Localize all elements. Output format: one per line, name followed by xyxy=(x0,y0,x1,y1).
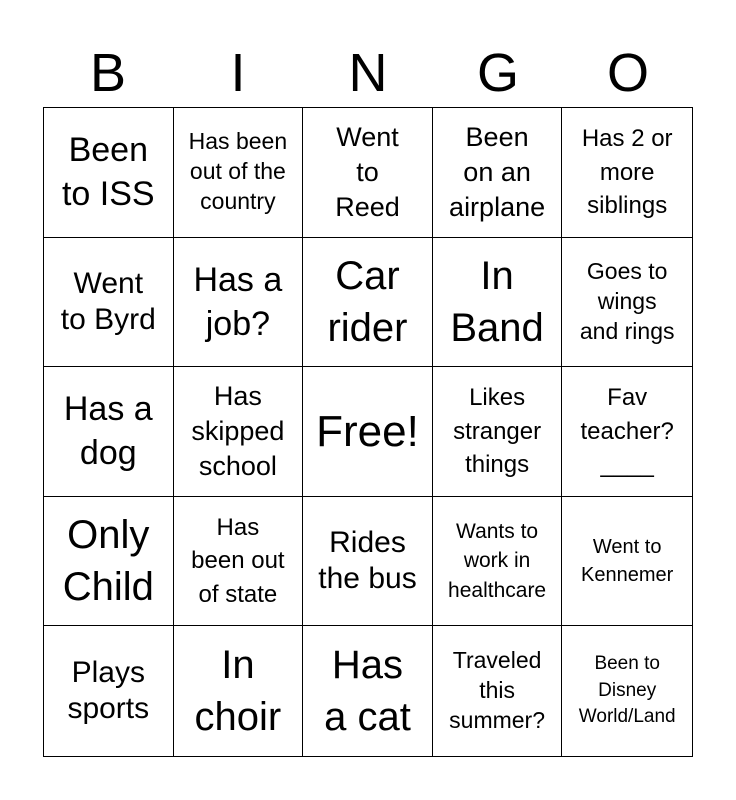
bingo-cell-r5-c4[interactable] xyxy=(433,626,563,756)
bingo-cell-r5-c3[interactable] xyxy=(303,626,433,756)
header-letter-o: O xyxy=(606,43,649,103)
cell-label: Car rider xyxy=(327,253,408,350)
cell-label: Traveled this summer? xyxy=(449,647,546,734)
bingo-cell-r4-c2[interactable] xyxy=(174,497,304,627)
cell-label: Has 2 or more siblings xyxy=(581,124,673,220)
cell-label: Only Child xyxy=(62,513,154,610)
bingo-cell-r2-c2[interactable] xyxy=(174,238,304,368)
header-letter-b: B xyxy=(89,43,127,103)
cell-label: Likes stranger things xyxy=(453,384,542,479)
bingo-cell-r3-c4[interactable] xyxy=(433,367,563,497)
bingo-board xyxy=(43,107,693,757)
free-space-label: Free! xyxy=(316,406,419,456)
bingo-cell-r1-c4[interactable] xyxy=(433,108,563,238)
bingo-cell-r5-c5[interactable] xyxy=(562,626,692,756)
cell-label: In choir xyxy=(194,643,282,740)
cell-label: Went to Kennemer xyxy=(581,536,674,587)
cell-label: Wants to work in healthcare xyxy=(448,520,547,602)
cell-label: Been on an airplane xyxy=(449,121,546,222)
cell-label: Fav teacher? ____ xyxy=(580,384,674,479)
header-letter-g: G xyxy=(476,43,519,103)
bingo-cell-r1-c3[interactable] xyxy=(303,108,433,238)
cell-label: Been to Disney World/Land xyxy=(578,653,676,728)
cell-label: Has a cat xyxy=(324,643,411,740)
cell-label: Went to Reed xyxy=(335,121,400,222)
cell-label: In Band xyxy=(450,253,544,350)
bingo-cell-r2-c5[interactable] xyxy=(562,238,692,368)
bingo-cell-r1-c5[interactable] xyxy=(562,108,692,238)
bingo-cell-r4-c3[interactable] xyxy=(303,497,433,627)
bingo-cell-r3-c5[interactable] xyxy=(562,367,692,497)
bingo-cell-r1-c2[interactable] xyxy=(174,108,304,238)
bingo-header xyxy=(43,40,693,106)
cell-label: Been to ISS xyxy=(61,131,155,214)
cell-label: Rides the bus xyxy=(318,526,417,596)
bingo-cell-r5-c1[interactable] xyxy=(44,626,174,756)
bingo-cell-r2-c1[interactable] xyxy=(44,238,174,368)
header-letter-i: I xyxy=(230,43,246,103)
bingo-cell-r2-c3[interactable] xyxy=(303,238,433,368)
cell-label: Went to Byrd xyxy=(60,266,156,336)
header-letter-n: N xyxy=(348,43,388,103)
cell-label: Has a dog xyxy=(63,390,153,473)
cell-label: Has skipped school xyxy=(191,380,285,482)
bingo-cell-r3-c3 free-space[interactable] xyxy=(303,367,433,497)
cell-label: Has been out of state xyxy=(191,513,285,608)
bingo-cell-r4-c4[interactable] xyxy=(433,497,563,627)
bingo-cell-r4-c5[interactable] xyxy=(562,497,692,627)
bingo-cell-r2-c4[interactable] xyxy=(433,238,563,368)
cell-label: Has been out of the country xyxy=(188,128,288,215)
bingo-cell-r4-c1[interactable] xyxy=(44,497,174,627)
bingo-cell-r3-c2[interactable] xyxy=(174,367,304,497)
bingo-cell-r5-c2[interactable] xyxy=(174,626,304,756)
cell-label: Plays sports xyxy=(67,656,150,726)
bingo-cell-r3-c1[interactable] xyxy=(44,367,174,497)
cell-label: Has a job? xyxy=(193,260,283,343)
cell-label: Goes to wings and rings xyxy=(579,258,675,344)
bingo-cell-r1-c1[interactable] xyxy=(44,108,174,238)
